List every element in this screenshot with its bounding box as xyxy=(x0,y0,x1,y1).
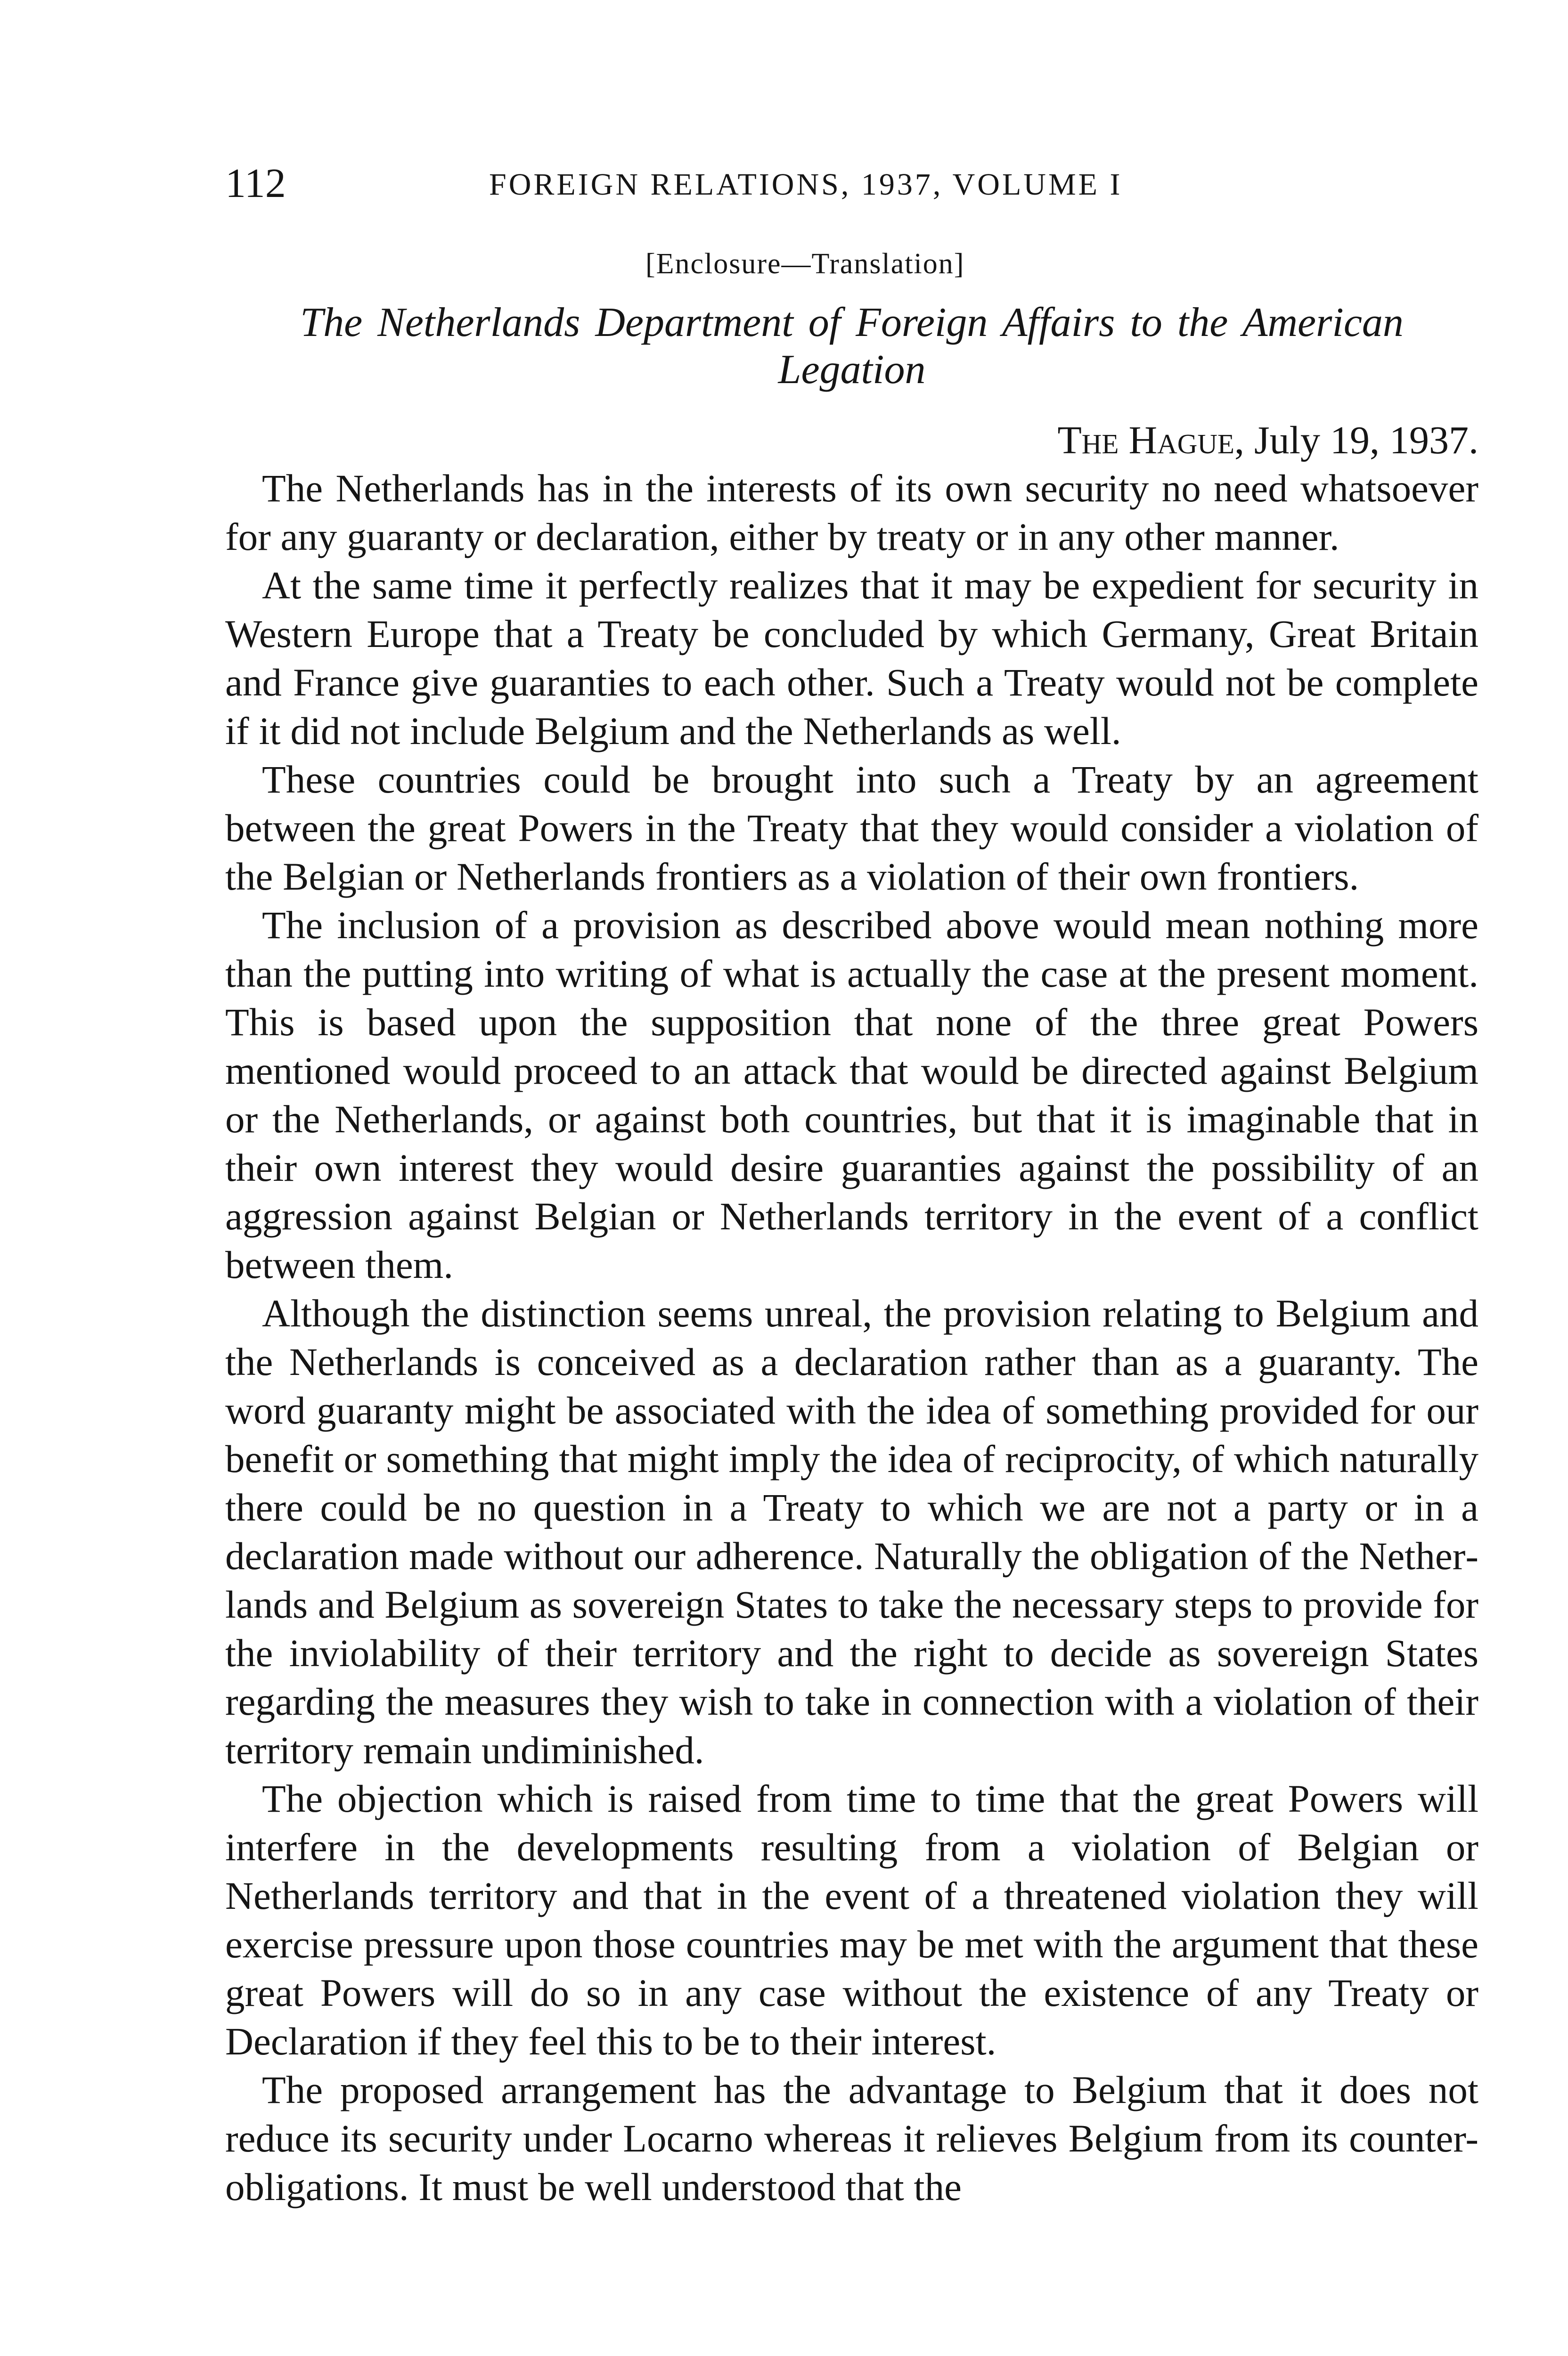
document-title-line-1: The Netherlands Department of Foreign Affairs to the American xyxy=(300,300,1404,345)
paragraph-2: At the same time it perfectly realizes that it may be expedient for security in Western Europe that a Treaty be concluded by which Germany, Great Britain and France give guaranties to each other. Such a Treaty would not be complete if it did not include Belgium and the Netherlands as well. xyxy=(225,564,1478,753)
paragraph-1: The Netherlands has in the interests of its own security no need whatsoever for any guaranty or declaration, either by treaty or in any other manner. xyxy=(225,466,1478,558)
paragraph-6: The objection which is raised from time to time that the great Powers will interfere in the developments resulting from a violation of Belgian or Netherlands territory and that in the event of a threatened violation they will exercise pressure upon those countries may be met with the argument that these great Powers will do so in any case without the existence of any Treaty or Declaration if they feel this to be to their interest. xyxy=(225,1777,1478,2063)
paragraph-7: The proposed arrangement has the advantage to Belgium that it does not reduce its security under Locarno whereas it relieves Belgium from its counter-obligations. It must be well understood that the xyxy=(225,2068,1478,2209)
paragraph-4: The inclusion of a provision as described above would mean nothing more than the putting into writing of what is actually the case at the present moment. This is based upon the supposition that none of the three great Powers mentioned would proceed to an attack that would be directed against Belgium or the Netherlands, or against both countries, but that it is imaginable that in their own interest they would desire guaranties against the possibility of an aggression against Belgian or Netherlands territory in the event of a conflict between them. xyxy=(225,903,1478,1286)
dateline xyxy=(763,417,1478,464)
running-head-title: FOREIGN RELATIONS, 1937, VOLUME I xyxy=(489,167,1123,202)
document-title xyxy=(225,299,1478,393)
paragraph-3: These countries could be brought into such a Treaty by an agreement between the great Powers in the Treaty that they would consider a violation of the Belgian or Netherlands frontiers as a violation of their own frontiers. xyxy=(225,758,1478,898)
dateline-date: , July 19, 1937. xyxy=(1234,418,1478,462)
page-number: 112 xyxy=(225,161,286,206)
enclosure-label: [Enclosure—Translation] xyxy=(645,248,965,280)
body-text xyxy=(225,464,1478,2211)
running-head xyxy=(225,160,1478,217)
document-title-line-2: Legation xyxy=(778,347,926,393)
paragraph-5: Although the distinction seems unreal, the provision relating to Belgium and the Netherlands is conceived as a declaration rather than as a guaranty. The word guaranty might be associated with the idea of something provided for our benefit or something that might imply the idea of reciprocity, of which naturally there could be no question in a Treaty to which we are not a party or in a declaration made without our adherence. Naturally the obligation of the Netherlands and Belgium as sovereign States to take the necessary steps to provide for the inviolability of their territory and the right to decide as sovereign States regarding the measures they wish to take in connection with a violation of their territory remain undiminished. xyxy=(225,1292,1478,1772)
dateline-place: The Hague xyxy=(1057,418,1234,462)
